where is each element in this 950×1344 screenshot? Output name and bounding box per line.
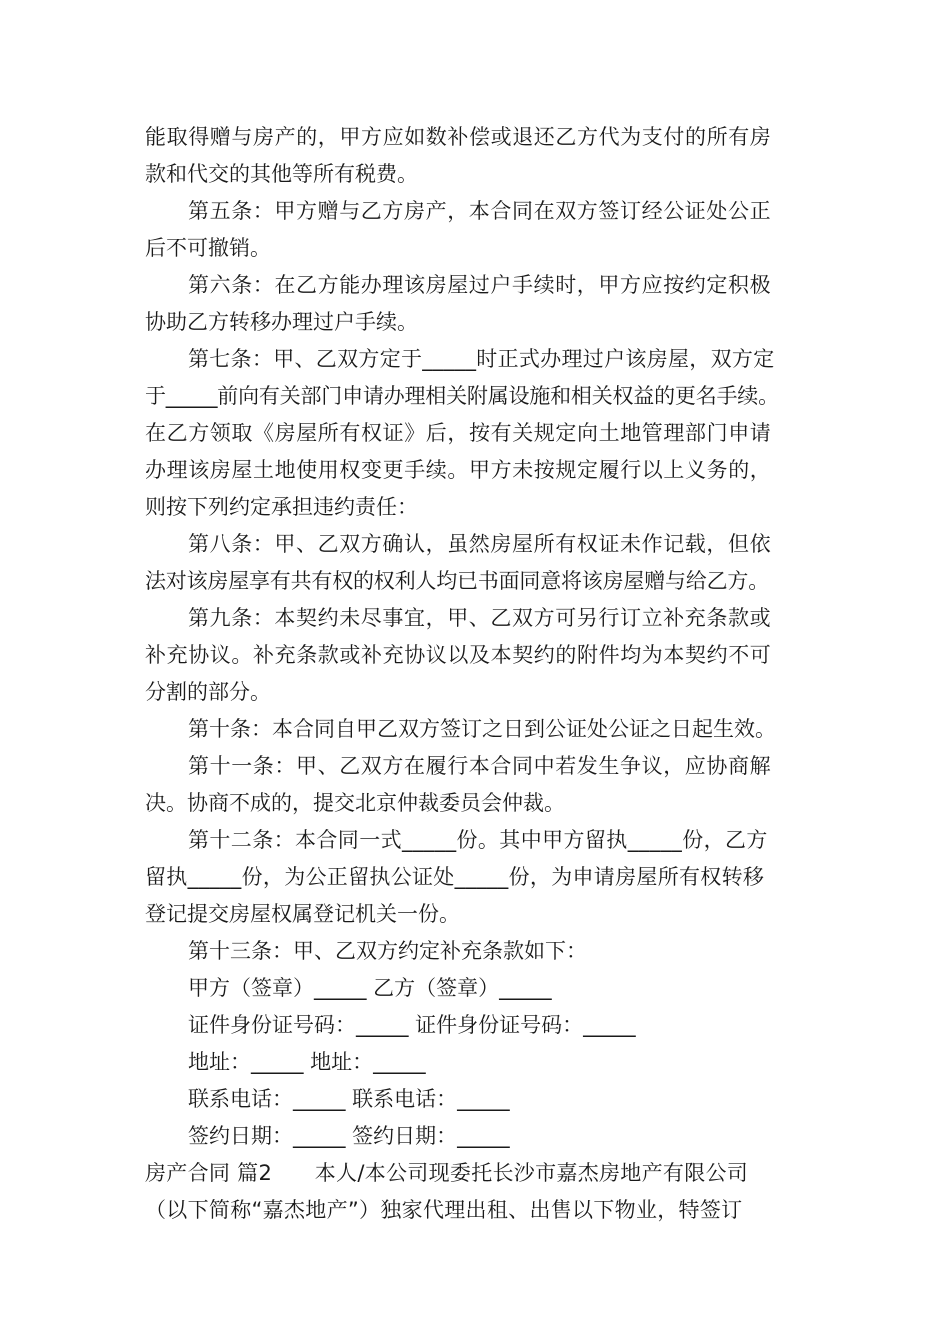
text-line: 决。协商不成的，提交北京仲裁委员会仲裁。 bbox=[145, 791, 565, 815]
id-number-line: 证件身份证号码：_____ 证件身份证号码：_____ bbox=[188, 1013, 636, 1037]
phone-line: 联系电话：_____ 联系电话：_____ bbox=[188, 1087, 510, 1111]
text-line: 留执_____份，为公正留执公证处_____份，为申请房屋所有权转移 bbox=[145, 865, 765, 889]
text-line: 法对该房屋享有共有权的权利人均已书面同意将该房屋赠与给乙方。 bbox=[145, 569, 769, 593]
text-line: 第八条：甲、乙双方确认，虽然房屋所有权证未作记载，但依 bbox=[188, 532, 772, 556]
section-heading-line: 房产合同 篇2 本人/本公司现委托长沙市嘉杰房地产有限公司 bbox=[145, 1161, 749, 1185]
text-line: 分割的部分。 bbox=[145, 680, 271, 704]
sign-date-line: 签约日期：_____ 签约日期：_____ bbox=[188, 1124, 510, 1148]
text-line: （以下简称“嘉杰地产”）独家代理出租、出售以下物业，特签订 bbox=[145, 1198, 743, 1222]
text-line: 能取得赠与房产的，甲方应如数补偿或退还乙方代为支付的所有房 bbox=[145, 125, 772, 149]
text-line: 协助乙方转移办理过户手续。 bbox=[145, 310, 418, 334]
text-line: 登记提交房屋权属登记机关一份。 bbox=[145, 902, 460, 926]
address-line: 地址：_____ 地址：_____ bbox=[188, 1050, 426, 1074]
text-line: 款和代交的其他等所有税费。 bbox=[145, 162, 418, 186]
text-line: 第九条：本契约未尽事宜，甲、乙双方可另行订立补充条款或 bbox=[188, 606, 772, 630]
text-line: 办理该房屋土地使用权变更手续。甲方未按规定履行以上义务的， bbox=[145, 458, 772, 482]
text-line: 第七条：甲、乙双方定于_____时正式办理过户该房屋，双方定 bbox=[188, 347, 775, 371]
signature-line-party-a-b: 甲方（签章）_____ 乙方（签章）_____ bbox=[188, 976, 552, 1000]
text-line: 补充协议。补充条款或补充协议以及本契约的附件均为本契约不可 bbox=[145, 643, 772, 667]
text-line: 第五条：甲方赠与乙方房产，本合同在双方签订经公证处公正 bbox=[188, 199, 772, 223]
text-line: 于_____前向有关部门申请办理相关附属设施和相关权益的更名手续。 bbox=[145, 384, 779, 408]
text-line: 第六条：在乙方能办理该房屋过户手续时，甲方应按约定积极 bbox=[188, 273, 772, 297]
text-line: 第十条：本合同自甲乙双方签订之日到公证处公证之日起生效。 bbox=[188, 717, 776, 741]
text-line: 第十一条：甲、乙双方在履行本合同中若发生争议，应协商解 bbox=[188, 754, 772, 778]
text-line: 在乙方领取《房屋所有权证》后，按有关规定向土地管理部门申请 bbox=[145, 421, 772, 445]
text-line: 第十三条：甲、乙双方约定补充条款如下： bbox=[188, 939, 587, 963]
text-line: 后不可撤销。 bbox=[145, 236, 271, 260]
text-line: 第十二条：本合同一式_____份。其中甲方留执_____份，乙方 bbox=[188, 828, 768, 852]
text-line: 则按下列约定承担违约责任： bbox=[145, 495, 418, 519]
